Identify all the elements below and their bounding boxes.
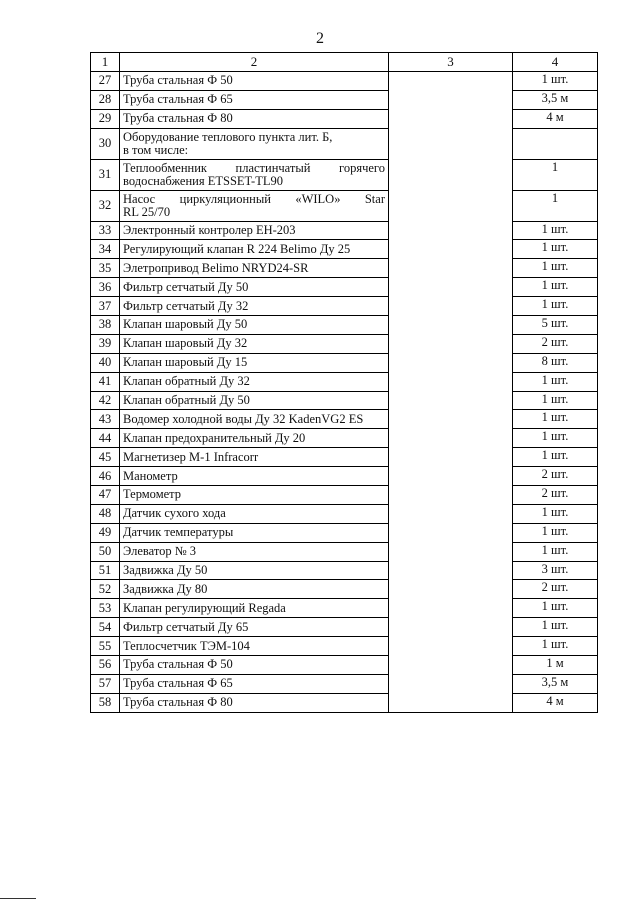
item-name: Клапан обратный Ду 32: [120, 372, 389, 391]
item-quantity: 3,5 м: [513, 674, 598, 693]
table-row: [91, 599, 598, 618]
item-quantity: 1 шт.: [513, 221, 598, 240]
item-name-line-2: водоснабжения ETSSET-TL90: [123, 173, 283, 188]
item-name: Труба стальная Ф 80: [120, 693, 389, 712]
column-3-merged-cell: [389, 71, 513, 712]
item-quantity: 3,5 м: [513, 90, 598, 109]
row-number: 32: [91, 190, 120, 221]
row-number: 54: [91, 618, 120, 637]
table-row: [91, 190, 598, 221]
table-row: [91, 159, 598, 190]
row-number: 48: [91, 504, 120, 523]
row-number: 52: [91, 580, 120, 599]
item-name: Клапан предохранительный Ду 20: [120, 429, 389, 448]
item-name: Электронный контролер ЕН-203: [120, 221, 389, 240]
row-number: 49: [91, 523, 120, 542]
row-number: 27: [91, 71, 120, 90]
table-row: [91, 240, 598, 259]
item-name: [120, 128, 389, 159]
item-name-line-1: Насос циркуляционный «WILO» Star: [123, 191, 385, 206]
item-quantity: 1 шт.: [513, 297, 598, 316]
item-quantity: 2 шт.: [513, 334, 598, 353]
table-row: [91, 542, 598, 561]
item-quantity: 1 шт.: [513, 504, 598, 523]
item-quantity: 2 шт.: [513, 467, 598, 486]
row-number: 43: [91, 410, 120, 429]
item-name: Водомер холодной воды Ду 32 KadenVG2 ES: [120, 410, 389, 429]
item-quantity: 1 шт.: [513, 410, 598, 429]
item-name: Фильтр сетчатый Ду 32: [120, 297, 389, 316]
item-name: Магнетизер М-1 Infracorr: [120, 448, 389, 467]
row-number: 57: [91, 674, 120, 693]
table-row: [91, 467, 598, 486]
item-quantity: 1 шт.: [513, 391, 598, 410]
table-row: [91, 372, 598, 391]
row-number: 53: [91, 599, 120, 618]
item-quantity: 4 м: [513, 109, 598, 128]
item-quantity: 1: [513, 159, 598, 190]
item-quantity: 1 м: [513, 656, 598, 675]
table-row: [91, 486, 598, 505]
page-number: 2: [316, 30, 324, 47]
item-name: Манометр: [120, 467, 389, 486]
item-quantity: [513, 128, 598, 159]
table-row: [91, 429, 598, 448]
item-name: Труба стальная Ф 80: [120, 109, 389, 128]
item-name: [120, 190, 389, 221]
table-row: [91, 523, 598, 542]
item-name: Элеватор № 3: [120, 542, 389, 561]
item-quantity: 1: [513, 190, 598, 221]
table-row: [91, 259, 598, 278]
row-number: 45: [91, 448, 120, 467]
table-row: [91, 618, 598, 637]
item-quantity: 2 шт.: [513, 486, 598, 505]
row-number: 36: [91, 278, 120, 297]
item-name: Датчик температуры: [120, 523, 389, 542]
table-row: [91, 637, 598, 656]
row-number: 55: [91, 637, 120, 656]
item-quantity: 1 шт.: [513, 278, 598, 297]
row-number: 42: [91, 391, 120, 410]
table-row: [91, 693, 598, 712]
item-quantity: 1 шт.: [513, 372, 598, 391]
item-name: [120, 159, 389, 190]
column-header: 4: [513, 53, 598, 72]
item-name: Клапан шаровый Ду 50: [120, 316, 389, 335]
row-number: 29: [91, 109, 120, 128]
table-row: [91, 71, 598, 90]
item-name-line-2: в том числе:: [123, 142, 189, 157]
item-quantity: 5 шт.: [513, 316, 598, 335]
table-row: [91, 656, 598, 675]
table-row: [91, 561, 598, 580]
item-quantity: 1 шт.: [513, 523, 598, 542]
row-number: 37: [91, 297, 120, 316]
table-row: [91, 90, 598, 109]
item-name: Фильтр сетчатый Ду 50: [120, 278, 389, 297]
item-name-line-2: RL 25/70: [123, 204, 171, 219]
row-number: 34: [91, 240, 120, 259]
item-quantity: 1 шт.: [513, 618, 598, 637]
item-quantity: 3 шт.: [513, 561, 598, 580]
item-name: Труба стальная Ф 50: [120, 656, 389, 675]
row-number: 58: [91, 693, 120, 712]
item-name: Труба стальная Ф 50: [120, 71, 389, 90]
row-number: 38: [91, 316, 120, 335]
column-header: 3: [389, 53, 513, 72]
item-name: Регулирующий клапан R 224 Belimo Ду 25: [120, 240, 389, 259]
item-quantity: 1 шт.: [513, 542, 598, 561]
column-header: 1: [91, 53, 120, 72]
table-header-row: [91, 53, 598, 72]
item-name: Труба стальная Ф 65: [120, 674, 389, 693]
item-quantity: 1 шт.: [513, 240, 598, 259]
item-quantity: 1 шт.: [513, 637, 598, 656]
item-quantity: 8 шт.: [513, 353, 598, 372]
item-quantity: 1 шт.: [513, 259, 598, 278]
item-name: Клапан шаровый Ду 32: [120, 334, 389, 353]
row-number: 50: [91, 542, 120, 561]
item-quantity: 1 шт.: [513, 599, 598, 618]
table-row: [91, 674, 598, 693]
item-quantity: 1 шт.: [513, 71, 598, 90]
table-row: [91, 391, 598, 410]
row-number: 47: [91, 486, 120, 505]
row-number: 41: [91, 372, 120, 391]
table-row: [91, 297, 598, 316]
row-number: 35: [91, 259, 120, 278]
item-name: Элетропривод Belimo NRYD24-SR: [120, 259, 389, 278]
item-name-line-1: Оборудование теплового пункта лит. Б,: [123, 129, 333, 144]
item-name: Труба стальная Ф 65: [120, 90, 389, 109]
item-name: Датчик сухого хода: [120, 504, 389, 523]
row-number: 30: [91, 128, 120, 159]
column-header: 2: [120, 53, 389, 72]
row-number: 31: [91, 159, 120, 190]
table-row: [91, 109, 598, 128]
item-quantity: 1 шт.: [513, 448, 598, 467]
equipment-table: [90, 52, 598, 713]
row-number: 33: [91, 221, 120, 240]
page-edge-mark: [0, 898, 36, 899]
item-name: Клапан шаровый Ду 15: [120, 353, 389, 372]
item-name: Клапан регулирующий Regada: [120, 599, 389, 618]
row-number: 46: [91, 467, 120, 486]
table-row: [91, 353, 598, 372]
item-name: Теплосчетчик ТЭМ-104: [120, 637, 389, 656]
table-row: [91, 580, 598, 599]
item-quantity: 1 шт.: [513, 429, 598, 448]
table-row: [91, 221, 598, 240]
table-row: [91, 410, 598, 429]
item-name: Фильтр сетчатый Ду 65: [120, 618, 389, 637]
item-quantity: 4 м: [513, 693, 598, 712]
table-row: [91, 128, 598, 159]
item-quantity: 2 шт.: [513, 580, 598, 599]
item-name-line-1: Теплообменник пластинчатый горячего: [123, 160, 385, 175]
row-number: 39: [91, 334, 120, 353]
table-row: [91, 278, 598, 297]
row-number: 56: [91, 656, 120, 675]
item-name: Задвижка Ду 80: [120, 580, 389, 599]
table-row: [91, 448, 598, 467]
item-name: Задвижка Ду 50: [120, 561, 389, 580]
row-number: 44: [91, 429, 120, 448]
row-number: 28: [91, 90, 120, 109]
table-row: [91, 316, 598, 335]
table-row: [91, 334, 598, 353]
row-number: 51: [91, 561, 120, 580]
table-row: [91, 504, 598, 523]
item-name: Клапан обратный Ду 50: [120, 391, 389, 410]
row-number: 40: [91, 353, 120, 372]
item-name: Термометр: [120, 486, 389, 505]
